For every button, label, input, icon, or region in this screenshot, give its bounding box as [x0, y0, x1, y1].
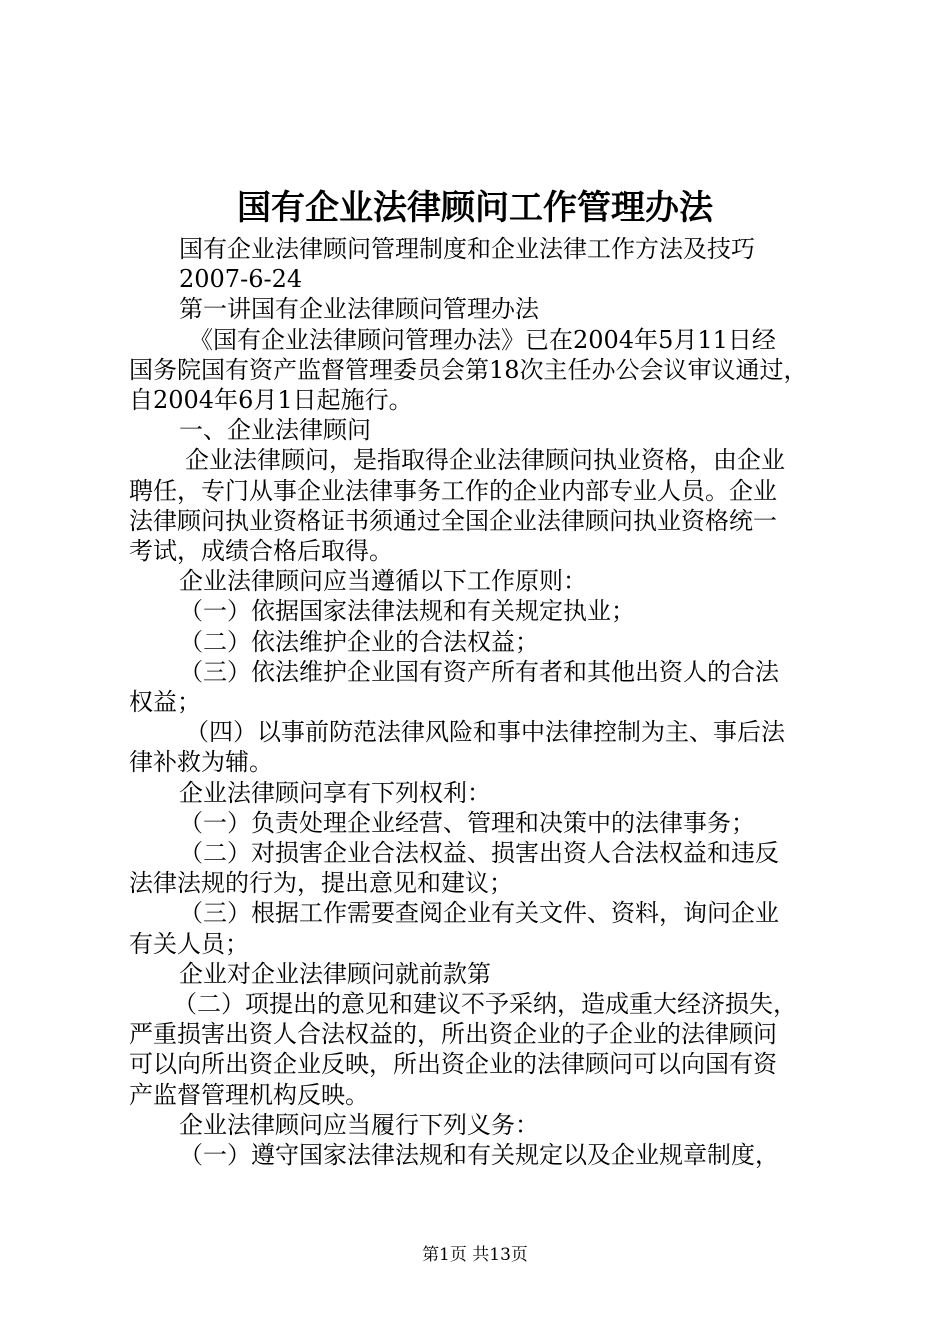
list-item-line: （三）依法维护企业国有资产所有者和其他出资人的合法 [179, 657, 779, 686]
paragraph-line: （二）项提出的意见和建议不予采纳，造成重大经济损失， [173, 990, 797, 1019]
paragraph-line: 聘任，专门从事企业法律事务工作的企业内部专业人员。企业 [129, 476, 777, 505]
paragraph-line: 企业法律顾问，是指取得企业法律顾问执业资格，由企业 [185, 446, 785, 475]
paragraph-line: 《国有企业法律顾问管理办法》已在2004年5月11日经 [189, 325, 776, 354]
paragraph-line: 自2004年6月1日起施行。 [129, 386, 413, 415]
list-item-line: 法律法规的行为，提出意见和建议； [129, 869, 513, 898]
section-heading: 第一讲国有企业法律顾问管理办法 [179, 295, 539, 324]
list-item-line: （二）对损害企业合法权益、损害出资人合法权益和违反 [179, 839, 779, 868]
list-item-line: （一）依据国家法律法规和有关规定执业； [179, 597, 635, 626]
paragraph-line: 企业法律顾问应当履行下列义务： [179, 1110, 539, 1139]
list-item-line: （一）遵守国家法律法规和有关规定以及企业规章制度， [179, 1141, 779, 1170]
paragraph-line: 企业法律顾问应当遵循以下工作原则： [179, 567, 587, 596]
document-title: 国有企业法律顾问工作管理办法 [237, 188, 713, 228]
list-item-line: （一）负责处理企业经营、管理和决策中的法律事务； [179, 808, 755, 837]
page-footer: 第1页 共13页 [422, 1245, 528, 1265]
document-body [129, 234, 834, 1170]
list-item-line: （三）根据工作需要查阅企业有关文件、资料，询问企业 [179, 899, 779, 928]
subsection-heading: 一、企业法律顾问 [179, 416, 371, 445]
subtitle-line: 国有企业法律顾问管理制度和企业法律工作方法及技巧 [179, 235, 755, 263]
paragraph-line: 国务院国有资产监督管理委员会第18次主任办公会议审议通过， [129, 355, 808, 384]
paragraph-line: 考试，成绩合格后取得。 [129, 537, 393, 566]
list-item-line: （二）依法维护企业的合法权益； [179, 627, 539, 656]
paragraph-line: 严重损害出资人合法权益的，所出资企业的子企业的法律顾问 [129, 1020, 777, 1049]
paragraph-line: 法律顾问执业资格证书须通过全国企业法律顾问执业资格统一 [129, 506, 777, 535]
list-item-line: 有关人员； [129, 929, 249, 958]
paragraph-line: 企业法律顾问享有下列权利： [179, 778, 491, 807]
list-item-line: 权益； [129, 688, 201, 717]
paragraph-line: 企业对企业法律顾问就前款第 [179, 959, 491, 988]
date-line: 2007-6-24 [179, 265, 303, 294]
list-item-line: 律补救为辅。 [129, 748, 273, 777]
paragraph-line: 产监督管理机构反映。 [129, 1080, 369, 1109]
list-item-line: （四）以事前防范法律风险和事中法律控制为主、事后法 [185, 718, 785, 747]
paragraph-line: 可以向所出资企业反映，所出资企业的法律顾问可以向国有资 [129, 1050, 777, 1079]
